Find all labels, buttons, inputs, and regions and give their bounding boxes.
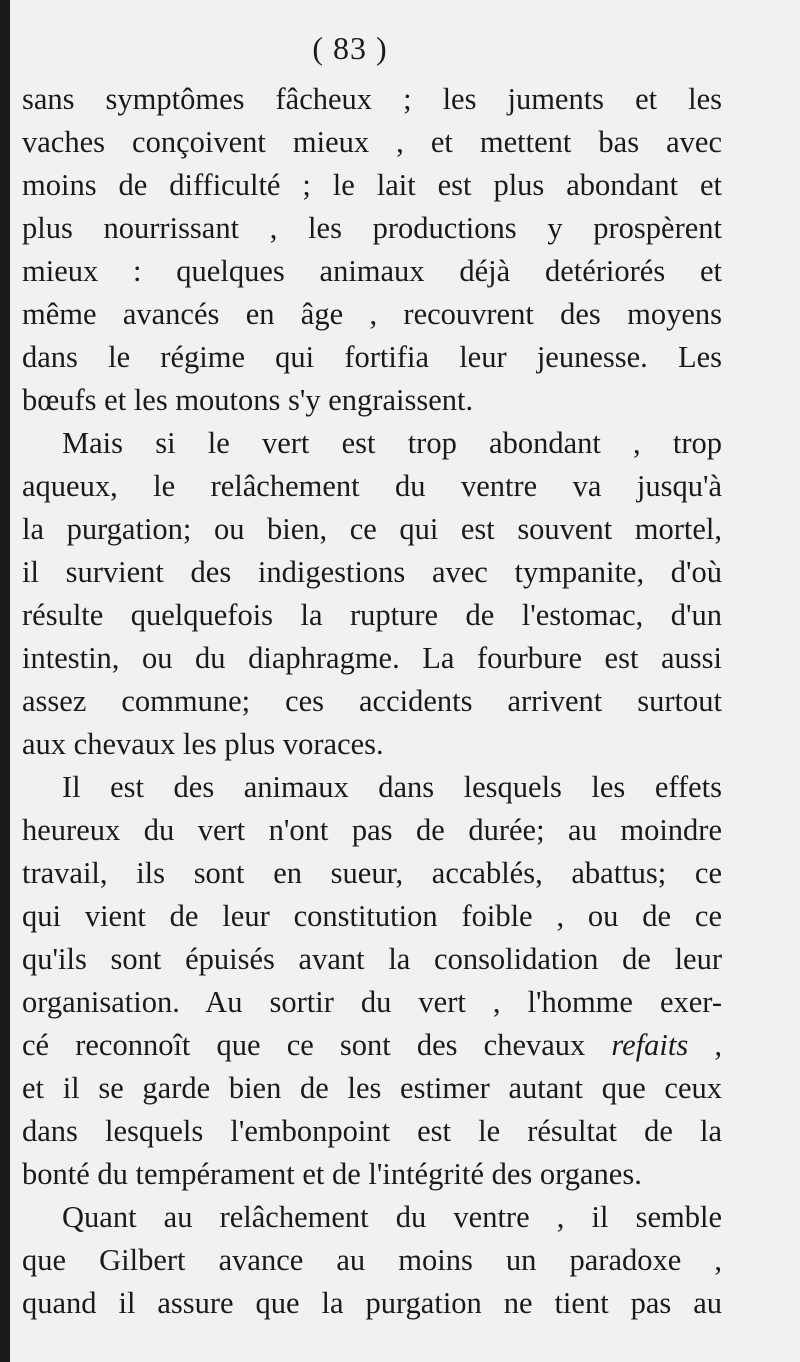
text-line: aux chevaux les plus voraces. <box>22 727 384 761</box>
text-line: moins de difficulté ; le lait est plus abondant et <box>22 168 722 202</box>
text-line: Mais si le vert est trop abondant , trop <box>62 426 722 460</box>
text-line: résulte quelquefois la rupture de l'estomac, d'un <box>22 598 722 632</box>
text-line: sans symptômes fâcheux ; les juments et les <box>22 82 722 116</box>
text-line: assez commune; ces accidents arrivent surtout <box>22 684 722 718</box>
text-segment: cé reconnoît que ce sont des chevaux <box>22 1028 612 1062</box>
text-line: même avancés en âge , recouvrent des moyens <box>22 297 722 331</box>
italic-word: refaits , <box>611 1028 722 1062</box>
text-line: intestin, ou du diaphragme. La fourbure est aussi <box>22 641 722 675</box>
text-line: aqueux, le relâchement du ventre va jusqu'à <box>22 469 722 503</box>
text-line: heureux du vert n'ont pas de durée; au moindre <box>22 813 722 847</box>
text-line: vaches conçoivent mieux , et mettent bas avec <box>22 125 722 159</box>
text-line: quand il assure que la purgation ne tient pas au <box>22 1286 722 1320</box>
page-number: ( 83 ) <box>312 30 388 66</box>
text-line: et il se garde bien de les estimer autant que ceux <box>22 1071 722 1105</box>
text-line-with-italic <box>22 1024 722 1067</box>
text-line: Il est des animaux dans lesquels les effets <box>62 770 722 804</box>
text-line: que Gilbert avance au moins un paradoxe , <box>22 1243 722 1277</box>
text-line: mieux : quelques animaux déjà detériorés et <box>22 254 722 288</box>
paragraph <box>22 1196 722 1325</box>
paragraph <box>22 766 722 1196</box>
text-line: plus nourrissant , les productions y prospèrent <box>22 211 722 245</box>
text-line: qui vient de leur constitution foible , ou de ce <box>22 899 722 933</box>
body-text <box>22 78 722 1325</box>
text-line: organisation. Au sortir du vert , l'homme exer- <box>22 985 722 1019</box>
text-line: bœufs et les moutons s'y engraissent. <box>22 383 474 417</box>
page-edge-shadow <box>0 0 10 1362</box>
paragraph <box>22 422 722 766</box>
text-line: travail, ils sont en sueur, accablés, abattus; ce <box>22 856 722 890</box>
text-line: il survient des indigestions avec tympanite, d'où <box>22 555 722 589</box>
text-line: dans le régime qui fortifia leur jeunesse. Les <box>22 340 722 374</box>
text-line: la purgation; ou bien, ce qui est souvent mortel, <box>22 512 722 546</box>
text-line: qu'ils sont épuisés avant la consolidation de leur <box>22 942 722 976</box>
paragraph <box>22 78 722 422</box>
text-line: dans lesquels l'embonpoint est le résultat de la <box>22 1114 722 1148</box>
text-line: Quant au relâchement du ventre , il semble <box>62 1200 722 1234</box>
text-line: bonté du tempérament et de l'intégrité des organes. <box>22 1157 642 1191</box>
